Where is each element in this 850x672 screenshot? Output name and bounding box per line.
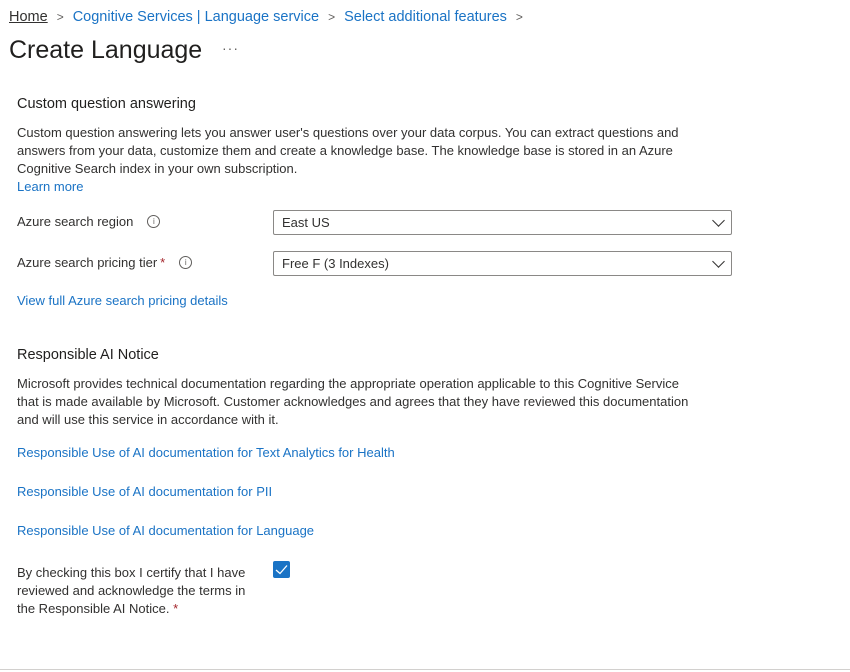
region-value: East US [282,215,330,230]
text-line: and will use this service in accordance with it. [17,412,279,427]
info-icon[interactable]: i [147,215,160,228]
tier-label-row [17,255,192,270]
info-icon[interactable]: i [179,256,192,269]
checkmark-icon [275,564,288,575]
rai-link-health[interactable]: Responsible Use of AI documentation for Text Analytics for Health [17,445,395,460]
breadcrumb [9,9,532,25]
region-label-row [17,214,160,229]
breadcrumb-language-service[interactable]: Cognitive Services | Language service [72,9,320,25]
divider [0,669,850,670]
rai-link-language[interactable]: Responsible Use of AI documentation for Language [17,523,315,538]
text-line: that is made available by Microsoft. Customer acknowledges and agrees that they have reviewed this documentation [17,394,689,409]
tier-value: Free F (3 Indexes) [282,256,389,271]
text-line: By checking this box I certify that I have [17,565,246,580]
rai-heading: Responsible AI Notice [17,347,159,363]
chevron-right-icon: > [515,10,523,24]
tier-label: Azure search pricing tier [17,255,158,270]
text-line: the Responsible AI Notice. [17,601,170,616]
text-line: Custom question answering lets you answer user's questions over your data corpus. You can extract questions and [17,125,679,140]
chevron-down-icon [712,214,725,227]
cqa-description [17,124,717,196]
learn-more-link[interactable]: Learn more [17,179,84,194]
text-line: Microsoft provides technical documentation regarding the appropriate operation applicable to this Cognitive Service [17,376,679,391]
text-line: answers from your data, customize them and create a knowledge base. The knowledge base is stored in an Azure [17,143,673,158]
rai-link-pii[interactable]: Responsible Use of AI documentation for PII [17,484,273,499]
page-title: Create Language [9,36,203,64]
chevron-down-icon [712,255,725,268]
pricing-details-link[interactable]: View full Azure search pricing details [17,293,228,308]
region-label: Azure search region [17,214,134,229]
chevron-right-icon: > [328,10,336,24]
cqa-heading: Custom question answering [17,96,196,112]
text-line: Cognitive Search index in your own subscription. [17,161,298,176]
region-dropdown[interactable] [273,210,732,235]
text-line: reviewed and acknowledge the terms in [17,583,246,598]
required-asterisk: * [160,255,166,270]
chevron-right-icon: > [56,10,64,24]
breadcrumb-home[interactable]: Home [9,9,48,25]
certify-checkbox[interactable] [273,561,290,578]
required-asterisk: * [173,601,179,616]
breadcrumb-additional-features[interactable]: Select additional features [344,9,507,25]
pricing-tier-dropdown[interactable] [273,251,732,276]
rai-description [17,375,717,429]
more-options-button[interactable]: ··· [222,40,239,56]
certify-label [17,564,267,618]
